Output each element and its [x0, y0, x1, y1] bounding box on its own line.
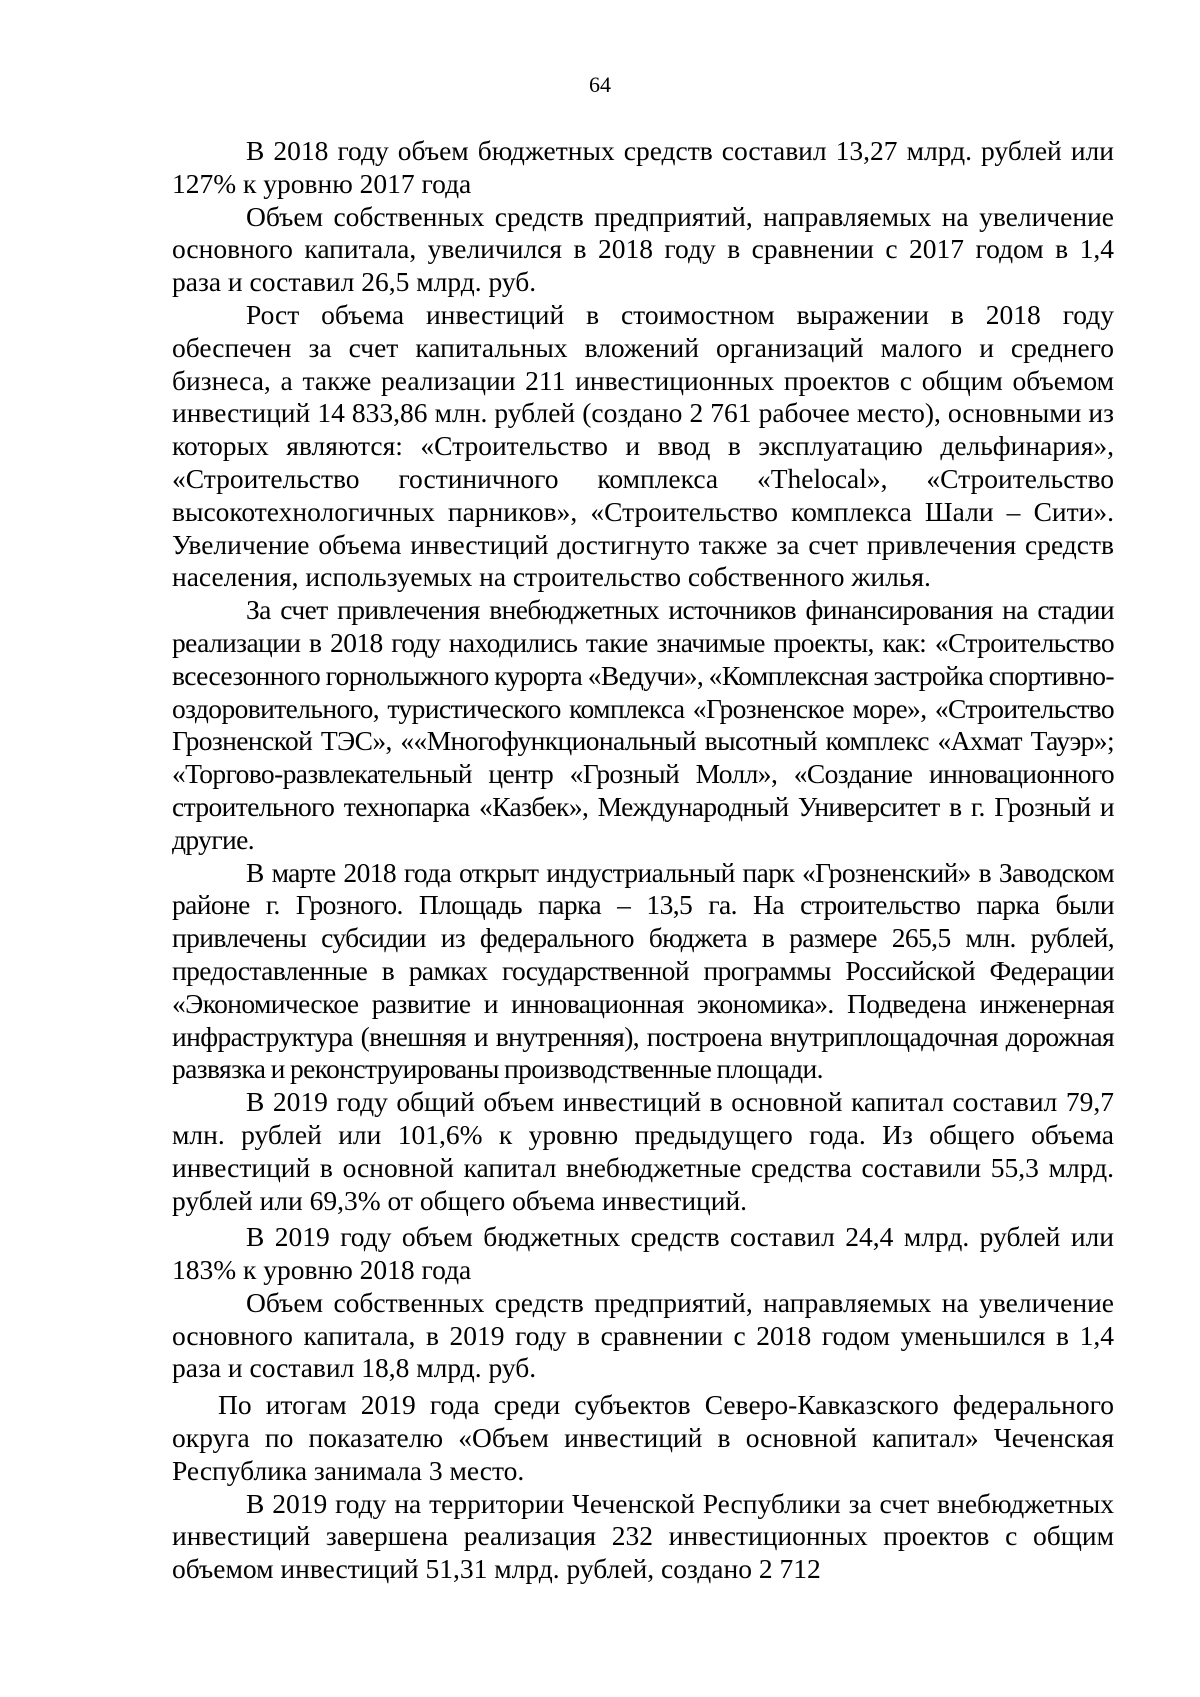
- paragraph-budget-2018: В 2018 году объем бюджетных средств составил 13,27 млрд. рублей или 127% к уровню 2017 года: [172, 135, 1114, 199]
- paragraph-own-funds-2018: Объем собственных средств предприятий, направляемых на увеличение основного капитала, увеличился в 2018 году в сравнении с 2017 годом в 1,4 раза и составил 26,5 млрд. руб.: [172, 200, 1114, 298]
- paragraph-investment-growth-2018: Рост объема инвестиций в стоимостном выражении в 2018 году обеспечен за счет капитальных вложений организаций малого и среднего бизнеса, а также реализации 211 инвестиционных проектов с общим объемом инвестиций 14 833,86 млн. рублей (создано 2 761 рабочее место), основными из которых являются: «Строительство и ввод в эксплуатацию дельфинария», «Строительство гостиничного комплекса «Thelocal», «Строительство высокотехнологичных парников», «Строительство комплекса Шали – Сити». Увеличение объема инвестиций достигнуто также за счет привлечения средств населения, используемых на строительство собственного жилья.: [172, 298, 1114, 593]
- paragraph-budget-2019: В 2019 году объем бюджетных средств составил 24,4 млрд. рублей или 183% к уровню 2018 года: [172, 1221, 1114, 1286]
- paragraph-extrabudgetary-projects: За счет привлечения внебюджетных источников финансирования на стадии реализации в 2018 году находились такие значимые проекты, как: «Строительство всесезонного горнолыжного курорта «Ведучи», «Комплексная застройка спортивно-оздоровительного, туристического комплекса «Грозненское море», «Строительство Грозненской ТЭС», ««Многофункциональный высотный комплекс «Ахмат Тауэр»; «Торгово-развлекательный центр «Грозный Молл», «Создание инновационного строительного технопарка «Казбек», Международный Университет в г. Грозный и другие.: [172, 594, 1114, 855]
- paragraph-skfo-ranking: По итогам 2019 года среди субъектов Северо-Кавказского федерального округа по показателю «Объем инвестиций в основной капитал» Чеченская Республика занимала 3 место.: [172, 1389, 1114, 1486]
- paragraph-investment-2019: В 2019 году общий объем инвестиций в основной капитал составил 79,7 млн. рублей или 101,6% к уровню предыдущего года. Из общего объема инвестиций в основной капитал внебюджетные средства составили 55,3 млрд. рублей или 69,3% от общего объема инвестиций.: [172, 1086, 1114, 1216]
- paragraph-industrial-park: В марте 2018 года открыт индустриальный парк «Грозненский» в Заводском районе г. Грозного. Площадь парка – 13,5 га. На строительство парка были привлечены субсидии из федерального бюджета в размере 265,5 млн. рублей, предоставленные в рамках государственной программы Российской Федерации «Экономическое развитие и инновационная экономика». Подведена инженерная инфраструктура (внешняя и внутренняя), построена внутриплощадочная дорожная развязка и реконструированы производственные площади.: [172, 856, 1114, 1085]
- paragraph-completed-projects-2019: В 2019 году на территории Чеченской Республики за счет внебюджетных инвестиций завершена реализация 232 инвестиционных проектов с общим объемом инвестиций 51,31 млрд. рублей, создано 2 712: [172, 1487, 1114, 1585]
- page-number: 64: [589, 72, 611, 97]
- document-body: [172, 135, 1114, 1586]
- paragraph-own-funds-2019: Объем собственных средств предприятий, направляемых на увеличение основного капитала, в 2019 году в сравнении с 2018 годом уменьшился в 1,4 раза и составил 18,8 млрд. руб.: [172, 1286, 1114, 1384]
